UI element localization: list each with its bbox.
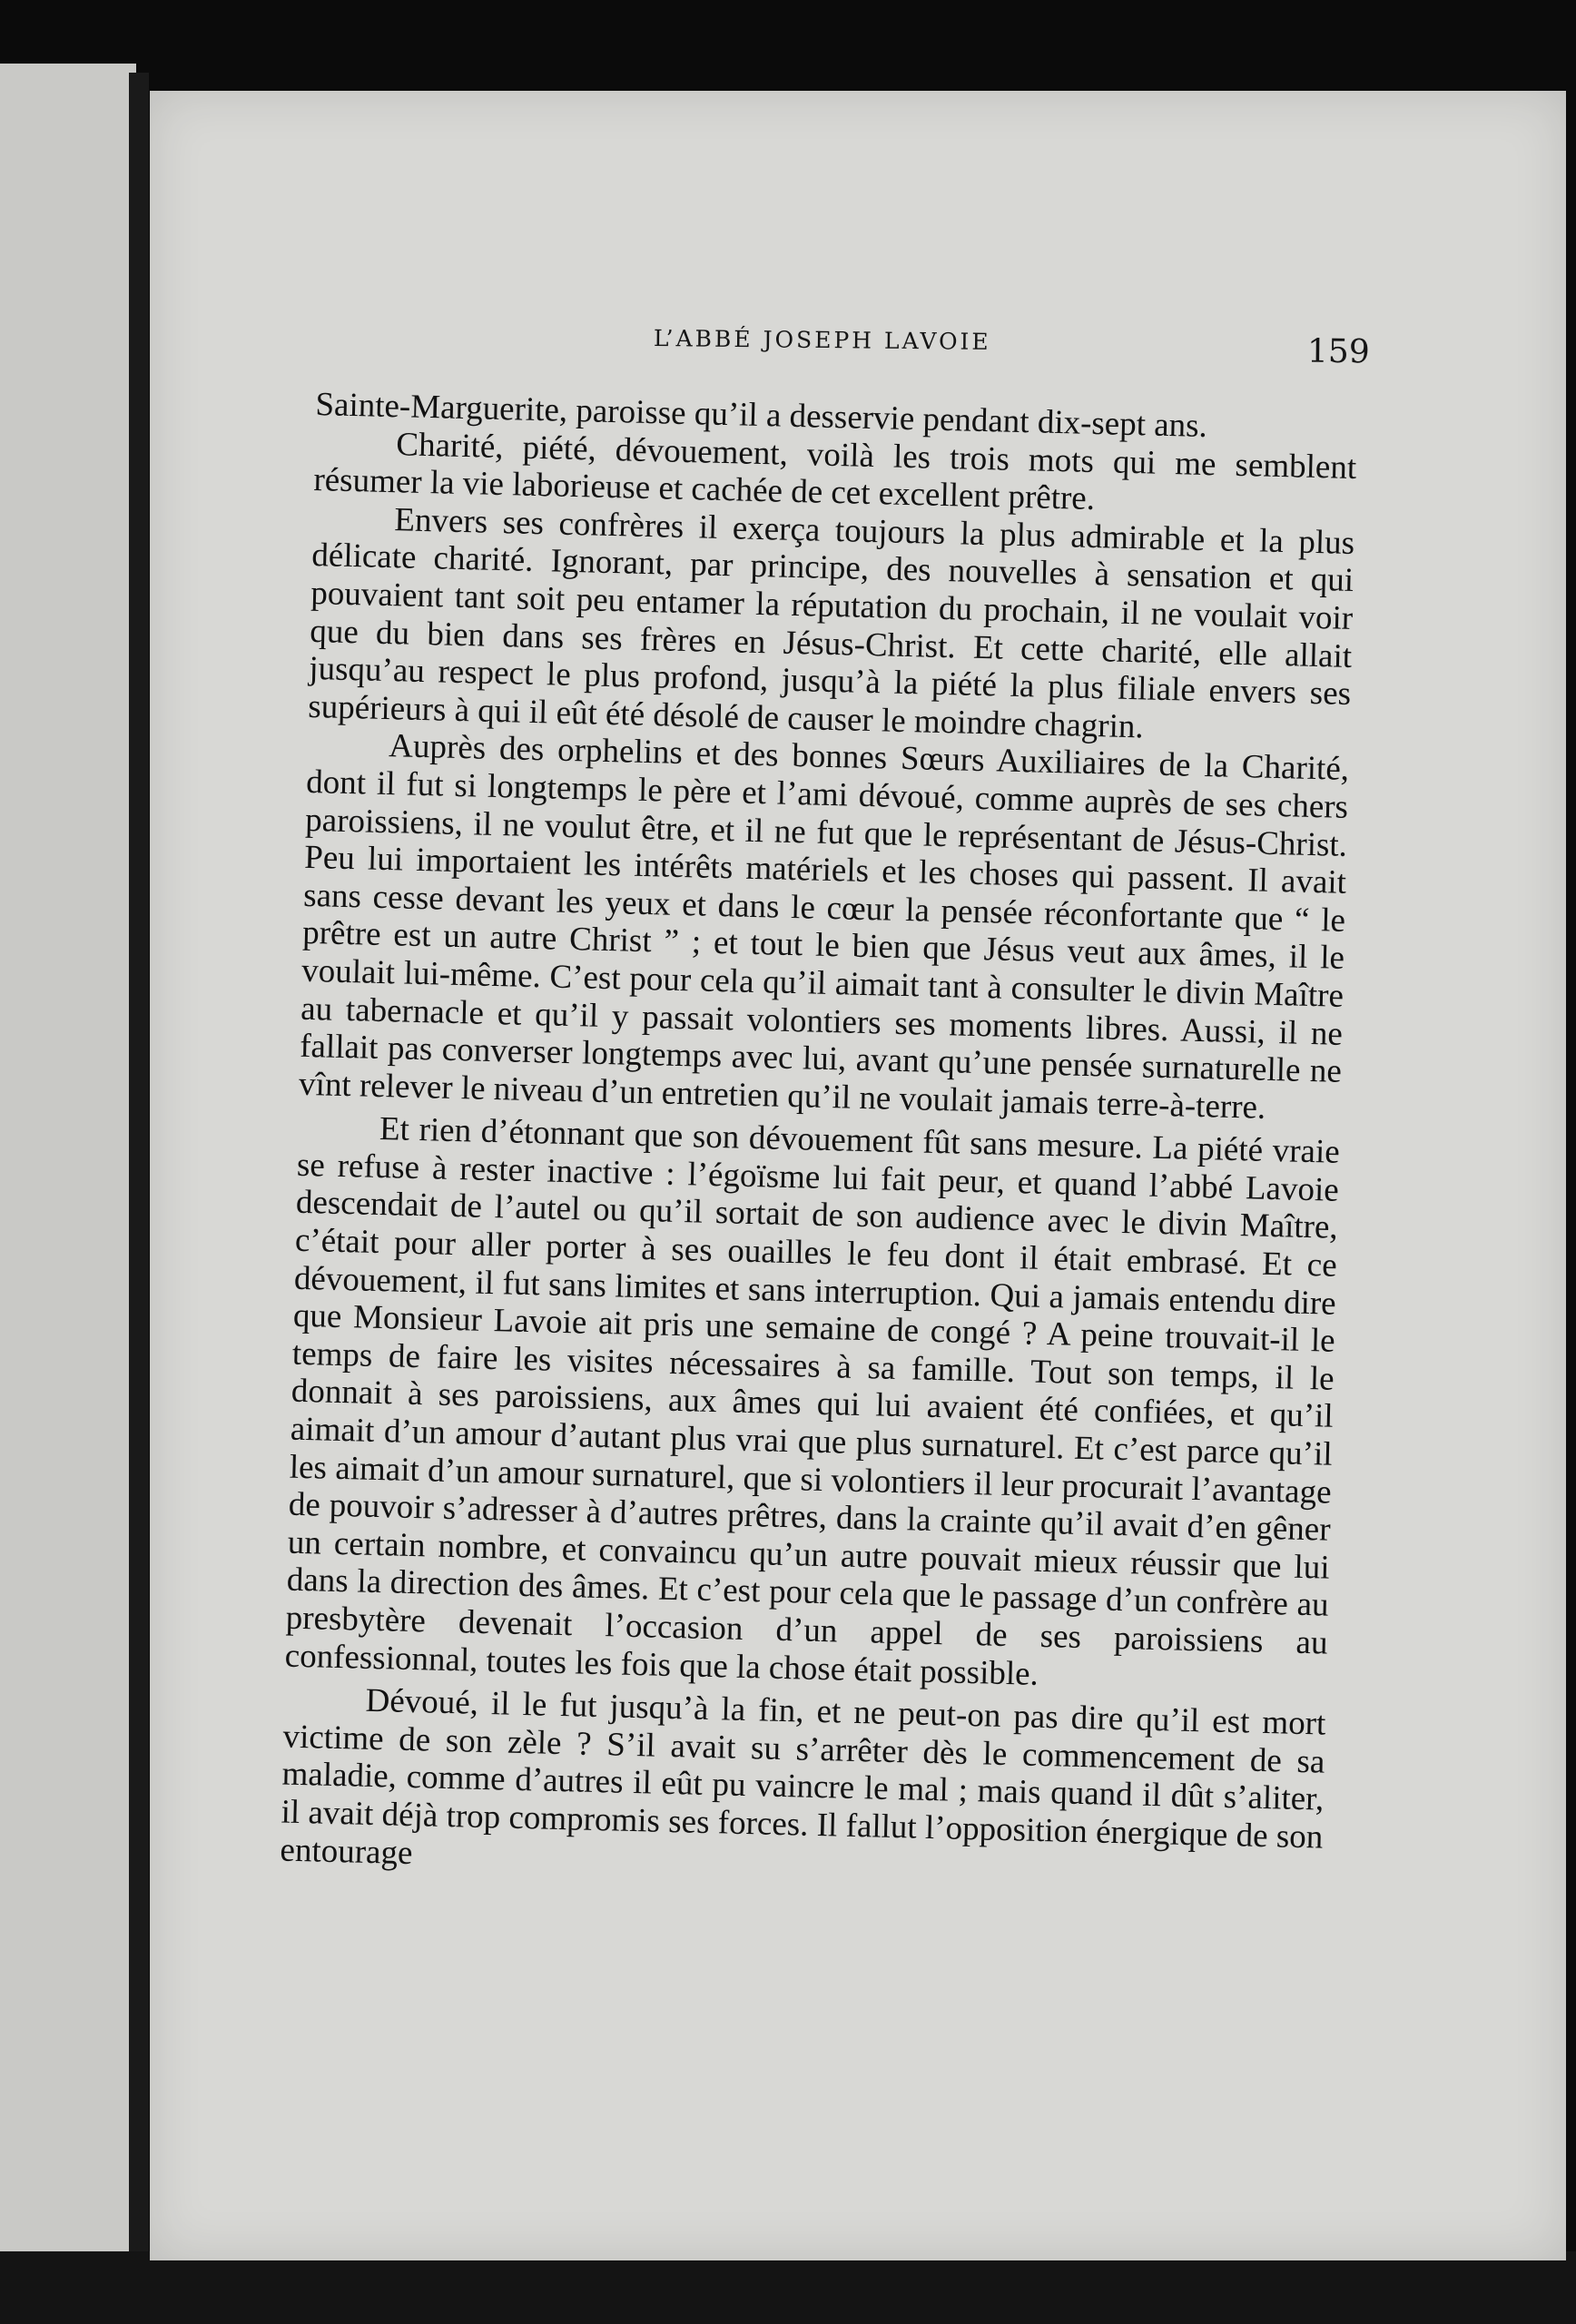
paragraph: Envers ses confrères il exerça toujours la plus admirable et la plus délicate charité. Ignorant, par principe, des nouvelles à sensation et qui pouvaient tant soit peu entamer la réputation du prochain, il ne voulait voir que du bien dans ses frères en Jésus-Christ. Et cette charité, elle allait jusqu’au respect le plus profond, jusqu’à la piété la plus filiale envers ses supérieurs à qui il eût été désolé de causer le moindre chagrin. — [307, 500, 1355, 746]
facing-page-edge — [0, 64, 136, 2260]
running-title: L’ABBÉ JOSEPH LAVOIE — [653, 325, 991, 355]
scan-background — [0, 2251, 1576, 2324]
paragraph: Charité, piété, dévouement, voilà les trois mots qui me semblent résumer la vie laborieuse et cachée de cet excellent prêtre. — [312, 425, 1357, 518]
paragraph: Sainte-Marguerite, paroisse qu’il a desservie pendant dix-sept ans. — [314, 386, 1208, 445]
body-text — [280, 386, 1358, 1895]
paragraph: Auprès des orphelins et des bonnes Sœurs Auxiliaires de la Charité, dont il fut si longtemps le père et l’ami dévoué, comme auprès de ses chers paroissiens, il ne voulut être, et il ne fut que le représentant de Jésus-Christ. Peu lui importaient les intérêts matériels et les choses qui passent. Il avait sans cesse devant les yeux et dans le cœur la pensée réconfortante que “ le prêtre est un autre Christ ” ; et tout le bien que Jésus veut aux âmes, il le voulait lui-même. C’est pour cela qu’il aimait tant à consulter le divin Maître au tabernacle et qu’il y passait volontiers ses moments libres. Aussi, il ne fallait pas converser longtemps avec lui, avant qu’une pensée surnaturelle ne vînt relever le niveau d’un entretien qu’il ne voulait jamais terre-à-terre. — [298, 727, 1350, 1127]
page-number: 159 — [1306, 332, 1370, 371]
page-gutter-shadow — [129, 73, 149, 2251]
paragraph: Dévoué, il le fut jusqu’à la fin, et ne peut-on pas dire qu’il est mort victime de son zèle ? S’il avait su s’arrêter dès le commencement de sa maladie, comme d’autres il eût pu vaincre le mal ; mais quand il dût s’aliter, il avait déjà trop compromis ses forces. Il fallut l’opposition énergique de son entourage — [280, 1681, 1326, 1872]
paragraph: Et rien d’étonnant que son dévouement fût sans mesure. La piété vraie se refuse à rester inactive : l’égoïsme lui fait peur, et quand l’abbé Lavoie descendait de l’autel ou qu’il sortait de son audience avec le divin Maître, c’était pour aller porter à ses ouailles le feu dont il était embrasé. Et ce dévouement, il fut sans limites et sans interruption. Qui a jamais entendu dire que Monsieur Lavoie ait pris une semaine de congé ? A peine trouvait-il le temps de faire les visites nécessaires à sa famille. Tout son temps, il le donnait à ses paroissiens, aux âmes qui lui avaient été confiées, et qu’il aimait d’un amour d’autant plus vrai que plus surnaturel. Et c’est parce qu’il les aimait d’un amour surnaturel, que si volontiers il leur procurait l’avantage de pouvoir s’adresser à d’autres prêtres, dans la crainte qu’il avait d’en gêner un certain nombre, et convaincu qu’un autre pouvait mieux réussir que lui dans la direction des âmes. Et c’est pour cela que le passage d’un confrère au presbytère devenait l’occasion d’un appel de ses paroissiens au confessionnal, toutes les fois que la chose était possible. — [284, 1110, 1341, 1693]
